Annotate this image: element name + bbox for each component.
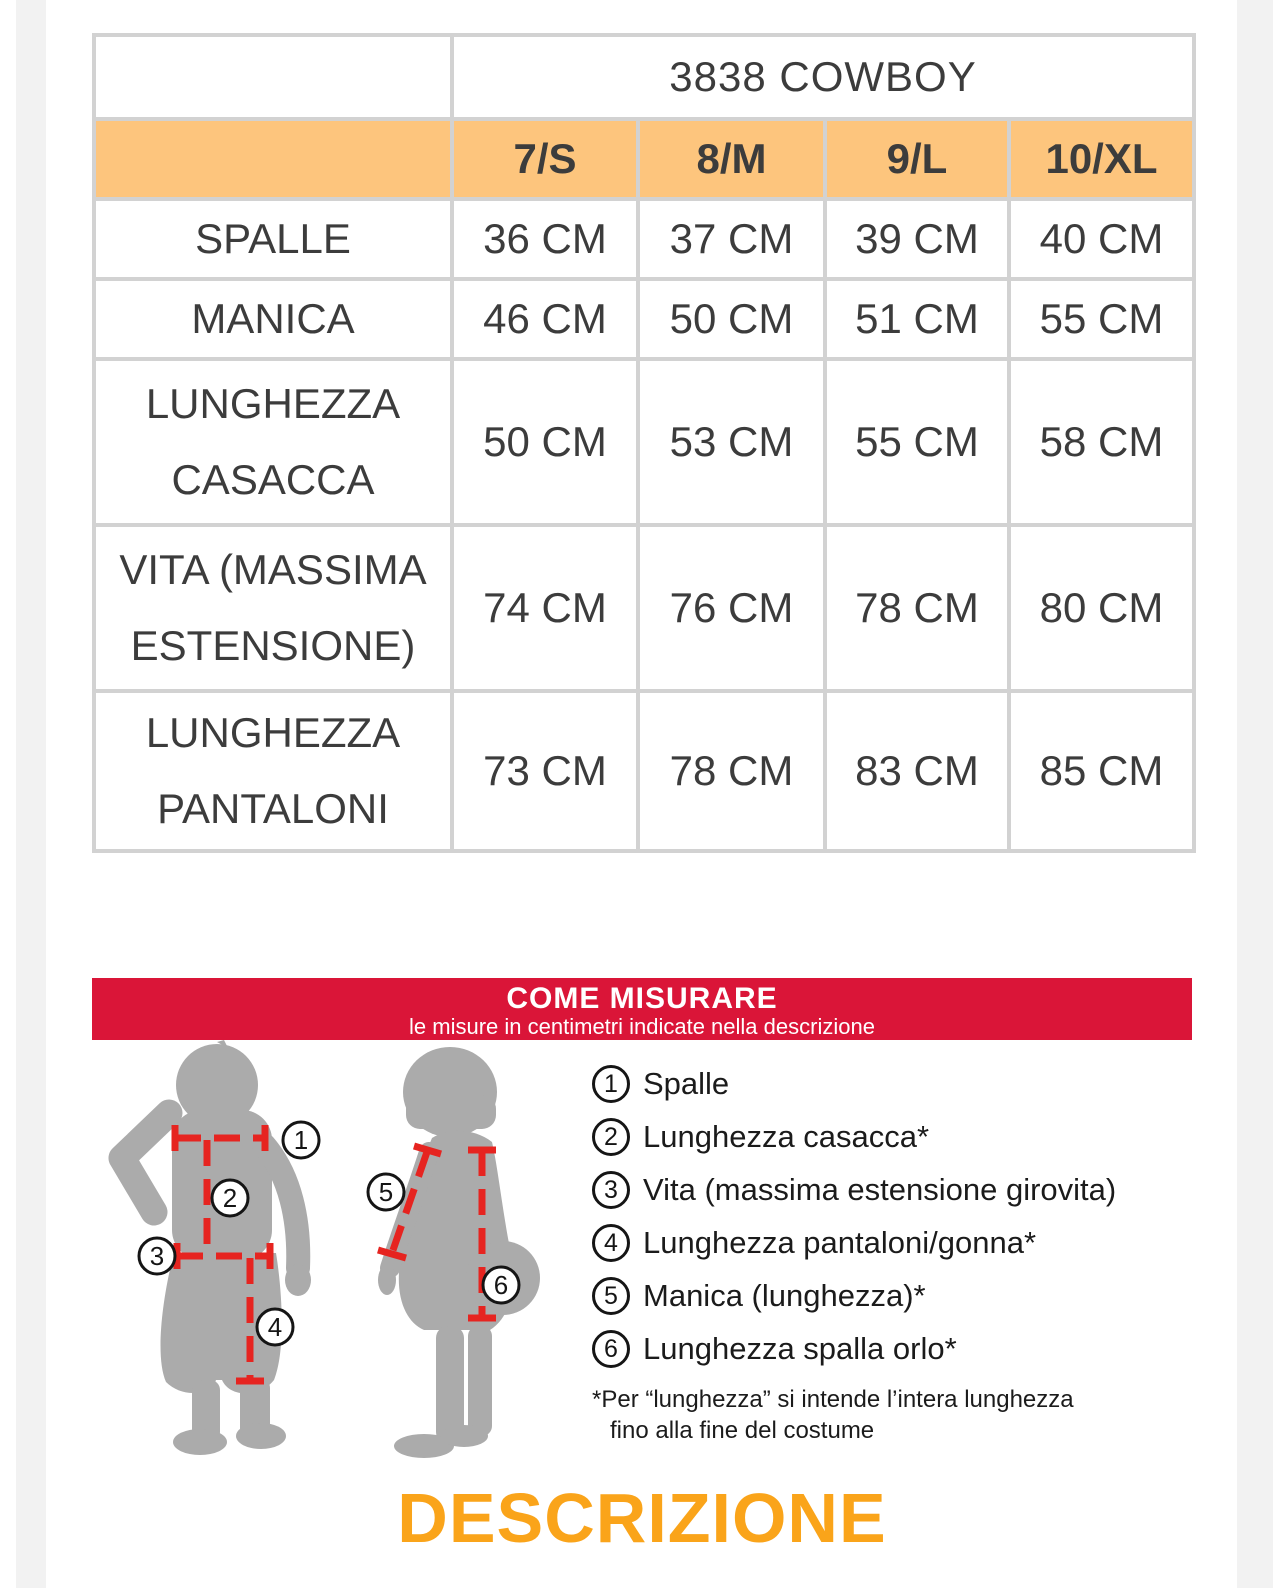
- figure-marker-6: [483, 1267, 519, 1303]
- footnote-line-1: *Per “lunghezza” si intende l’intera lunghezza: [592, 1385, 1074, 1413]
- corner-empty-cell: [94, 35, 452, 119]
- table-row-vita: [94, 525, 1194, 691]
- value-cell: 80 CM: [1009, 525, 1194, 691]
- size-col-8m: 8/M: [638, 119, 825, 199]
- svg-text:5: 5: [378, 1176, 394, 1207]
- how-to-measure-subtitle: le misure in centimetri indicate nella descrizione: [409, 1013, 875, 1039]
- size-chart-table: [92, 33, 1196, 853]
- legend-number-badge: 2: [592, 1118, 630, 1156]
- legend-number-badge: 4: [592, 1224, 630, 1262]
- measurement-figures: [92, 1040, 592, 1472]
- figure-marker-3: [139, 1238, 175, 1274]
- value-cell: 46 CM: [452, 279, 638, 359]
- table-row-lunghezza-casacca: [94, 359, 1194, 525]
- value-cell: 55 CM: [1009, 279, 1194, 359]
- figure-marker-4: [257, 1309, 293, 1345]
- table-row-sizes: [94, 119, 1194, 199]
- value-cell: 39 CM: [825, 199, 1009, 279]
- value-cell: 50 CM: [638, 279, 825, 359]
- table-row-product-title: [94, 35, 1194, 119]
- row-label: VITA (MASSIMA ESTENSIONE): [94, 525, 452, 691]
- page-right-gutter: [1237, 0, 1273, 1588]
- svg-text:3: 3: [149, 1240, 165, 1271]
- how-to-measure-body: [92, 1040, 1192, 1472]
- measurement-diagram: [92, 1040, 592, 1472]
- legend-item-spalle: 1 Spalle: [592, 1066, 1192, 1103]
- legend-item-casacca: 2 Lunghezza casacca*: [592, 1119, 1192, 1156]
- value-cell: 78 CM: [825, 525, 1009, 691]
- girl-silhouette: [378, 1047, 540, 1458]
- table-row-manica: [94, 279, 1194, 359]
- value-cell: 55 CM: [825, 359, 1009, 525]
- value-cell: 51 CM: [825, 279, 1009, 359]
- size-col-10xl: 10/XL: [1009, 119, 1194, 199]
- legend-item-manica: 5 Manica (lunghezza)*: [592, 1278, 1192, 1315]
- legend-number-badge: 5: [592, 1277, 630, 1315]
- row-label: SPALLE: [94, 199, 452, 279]
- row-label: LUNGHEZZA CASACCA: [94, 359, 452, 525]
- value-cell: 58 CM: [1009, 359, 1194, 525]
- figure-marker-2: [212, 1180, 248, 1216]
- sizes-empty-cell: [94, 119, 452, 199]
- svg-text:2: 2: [222, 1182, 238, 1213]
- svg-text:6: 6: [493, 1269, 509, 1300]
- value-cell: 40 CM: [1009, 199, 1194, 279]
- table-row-spalle: [94, 199, 1194, 279]
- product-title: 3838 COWBOY: [452, 35, 1194, 119]
- legend-number-badge: 6: [592, 1330, 630, 1368]
- value-cell: 74 CM: [452, 525, 638, 691]
- legend-item-pantaloni: 4 Lunghezza pantaloni/gonna*: [592, 1225, 1192, 1262]
- value-cell: 37 CM: [638, 199, 825, 279]
- figure-marker-1: [283, 1122, 319, 1158]
- size-col-7s: 7/S: [452, 119, 638, 199]
- how-to-measure-banner: [92, 978, 1192, 1040]
- value-cell: 50 CM: [452, 359, 638, 525]
- legend-item-vita: 3 Vita (massima estensione girovita): [592, 1172, 1192, 1209]
- size-col-9l: 9/L: [825, 119, 1009, 199]
- figure-marker-5: [368, 1174, 404, 1210]
- svg-text:1: 1: [293, 1124, 309, 1155]
- row-label: LUNGHEZZA PANTALONI: [94, 691, 452, 851]
- value-cell: 78 CM: [638, 691, 825, 851]
- legend-number-badge: 3: [592, 1171, 630, 1209]
- description-heading: DESCRIZIONE: [397, 1478, 887, 1557]
- svg-text:4: 4: [267, 1311, 283, 1342]
- value-cell: 73 CM: [452, 691, 638, 851]
- legend-item-spalla-orlo: 6 Lunghezza spalla orlo*: [592, 1331, 1192, 1368]
- product-size-section: [92, 33, 1192, 1556]
- table-row-lunghezza-pantaloni: [94, 691, 1194, 851]
- value-cell: 76 CM: [638, 525, 825, 691]
- page-left-gutter: [16, 0, 46, 1588]
- row-label: MANICA: [94, 279, 452, 359]
- how-to-measure-title: COME MISURARE: [506, 981, 778, 1015]
- measurement-legend: [592, 1040, 1192, 1472]
- value-cell: 85 CM: [1009, 691, 1194, 851]
- footnote-line-2: fino alla fine del costume: [610, 1416, 875, 1444]
- legend-footnote: [592, 1384, 1192, 1446]
- value-cell: 53 CM: [638, 359, 825, 525]
- legend-number-badge: 1: [592, 1065, 630, 1103]
- value-cell: 36 CM: [452, 199, 638, 279]
- value-cell: 83 CM: [825, 691, 1009, 851]
